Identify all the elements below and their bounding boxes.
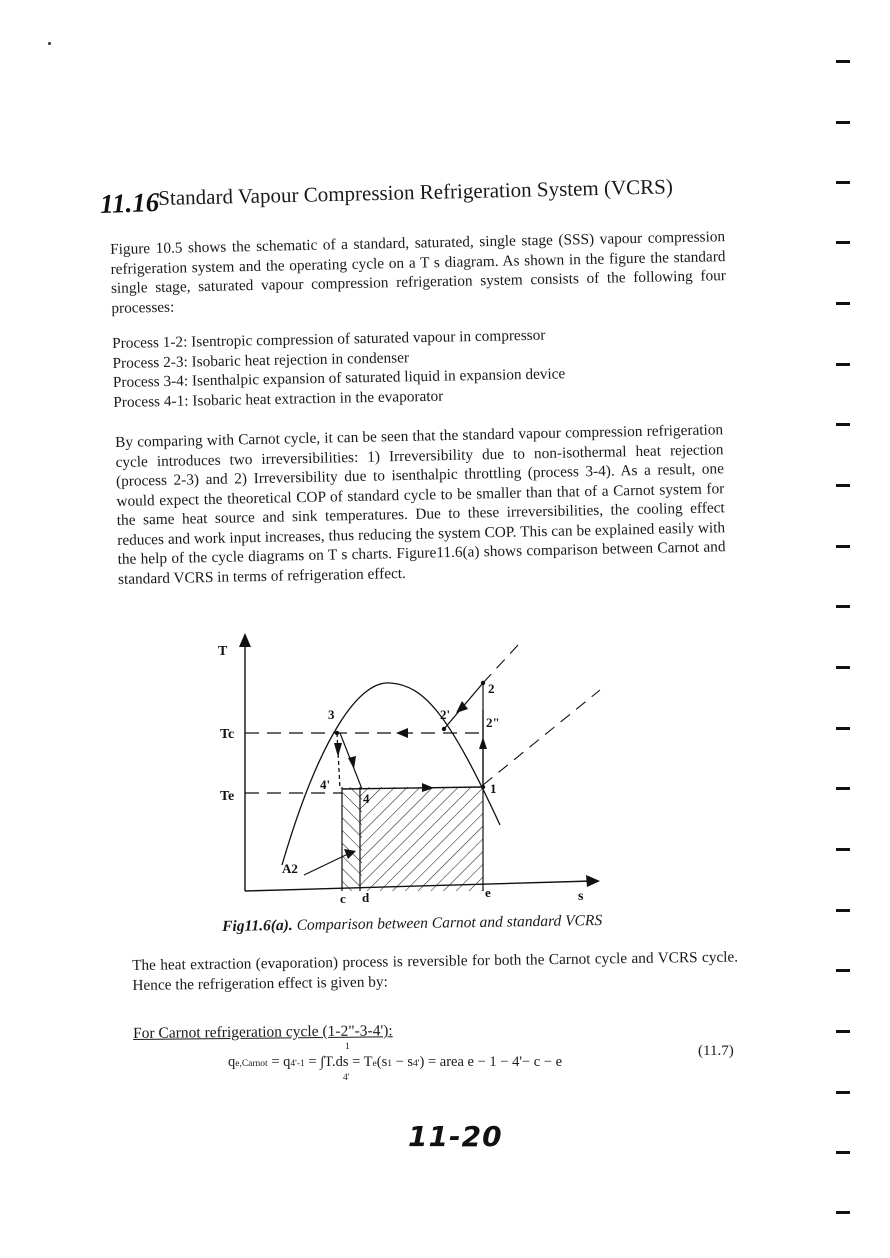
edge-mark xyxy=(836,1151,850,1154)
eq-lhs-sub: e,Carnot xyxy=(235,1059,268,1069)
process-item: Process 2-3: Isobaric heat rejection in condenser xyxy=(112,348,410,372)
area-carnot xyxy=(360,787,483,891)
throttle-arrow xyxy=(348,756,356,769)
x-point-e: e xyxy=(485,885,491,900)
x-point-d: d xyxy=(362,890,370,905)
point-2pp-label: 2" xyxy=(486,715,500,730)
isobar-right xyxy=(483,690,600,785)
scan-speck xyxy=(48,42,51,45)
equation-number: (11.7) xyxy=(698,1043,734,1059)
process-item: Process 3-4: Isenthalpic expansion of saturated liquid in expansion device xyxy=(112,365,566,391)
comparison-text: By comparing with Carnot cycle, it can be seen that the standard vapour compression refrigeration cycle introduces two irreversibilities: 1) Irreversibility due to non-isothermal heat rejection (process 2-3) and 2) Irreversibility due to isenthalpic throttling (process 3-4). As a result, one would expect the theoretical COP of standard cycle to be smaller than that of a Carnot system for the same heat source and sink temperatures. Due to these irreversibilities, the cooling effect reduces and work input increases, thus reducing the system COP. This can be explained easily with the help of the cycle diagrams on T s charts. Figure11.6(a) shows comparison between Carnot and standard VCRS in terms of refrigeration effect. xyxy=(115,421,726,588)
comparison-paragraph xyxy=(115,420,726,589)
section-number: 11.16 xyxy=(99,186,160,220)
evaporation-paragraph xyxy=(132,948,738,995)
point-2-marker xyxy=(481,681,485,685)
section-title: Standard Vapour Compression Refrigeration System (VCRS) xyxy=(158,174,674,210)
x-axis-arrow xyxy=(586,875,600,887)
point-2prime-marker xyxy=(442,727,446,731)
integral-lower: 4' xyxy=(343,1073,350,1083)
process-item: Process 4-1: Isobaric heat extraction in the evaporator xyxy=(113,387,444,411)
integral-upper: 1 xyxy=(345,1042,350,1052)
edge-mark xyxy=(836,1211,850,1214)
edge-mark xyxy=(836,302,850,305)
edge-mark xyxy=(836,121,850,124)
point-1-marker xyxy=(481,785,485,789)
eq-rhs3: ) = area e − 1 − 4'− c − e xyxy=(419,1054,563,1070)
edge-mark xyxy=(836,1091,850,1094)
area-a2-label: A2 xyxy=(282,861,298,876)
intro-paragraph xyxy=(110,227,726,318)
point-4prime-label: 4' xyxy=(320,777,331,792)
intro-text: Figure 10.5 shows the schematic of a standard, saturated, single stage (SSS) vapour compression refrigeration system and the operating cycle on a T s diagram. As shown in the figure the standard single stage, saturated vapour compression refrigeration system consists of the following four processes: xyxy=(110,228,727,317)
eq-mid-sub: 4'-1 xyxy=(290,1059,305,1069)
y-axis-arrow xyxy=(239,633,251,647)
x-point-c: c xyxy=(340,891,346,906)
tc-label: Tc xyxy=(220,727,235,742)
edge-mark xyxy=(836,484,850,487)
edge-mark xyxy=(836,60,850,63)
eq-s1-sub: 1 xyxy=(387,1059,392,1069)
figure-caption-text: Comparison between Carnot and standard VCRS xyxy=(296,912,603,934)
edge-mark xyxy=(836,605,850,608)
point-2-label: 2 xyxy=(488,681,495,696)
eq-mid: = q xyxy=(271,1054,291,1070)
edge-mark xyxy=(836,909,850,912)
eq-lhs: q xyxy=(228,1054,236,1070)
te-label: Te xyxy=(220,789,235,804)
eq-rhs2: (s xyxy=(376,1054,388,1070)
edge-mark xyxy=(836,363,850,366)
page-number: 11-20 xyxy=(408,1120,503,1153)
expansion-arrow xyxy=(334,743,342,757)
area-throttle xyxy=(342,787,362,891)
edge-mark xyxy=(836,666,850,669)
eq-minus: − s xyxy=(391,1054,414,1070)
point-3-label: 3 xyxy=(328,707,335,722)
isobar-upper xyxy=(483,645,518,683)
process-item: Process 1-2: Isentropic compression of saturated vapour in compressor xyxy=(112,326,546,352)
edge-mark xyxy=(836,545,850,548)
edge-mark xyxy=(836,787,850,790)
expansion-3-4prime xyxy=(337,733,340,789)
point-1-label: 1 xyxy=(490,781,497,796)
carnot-subheading: For Carnot refrigeration cycle (1-2"-3-4'): xyxy=(133,1022,393,1042)
axis-t-label: T xyxy=(218,644,228,659)
evaporation-text: The heat extraction (evaporation) process is reversible for both the Carnot cycle and VCRS cycle. Hence the refrigeration effect is given by: xyxy=(132,948,739,994)
axis-s-label: s xyxy=(578,889,584,904)
process-list xyxy=(112,325,566,412)
edge-mark xyxy=(836,1030,850,1033)
figure-caption xyxy=(222,912,602,936)
edge-mark xyxy=(836,423,850,426)
point-3-marker xyxy=(335,731,339,735)
figure-number: Fig11.6(a). xyxy=(222,916,293,935)
equation-main xyxy=(228,1054,562,1071)
ts-diagram xyxy=(200,625,620,910)
eq-s4-sub: 4' xyxy=(413,1059,420,1069)
edge-mark xyxy=(836,848,850,851)
edge-mark xyxy=(836,241,850,244)
edge-mark xyxy=(836,727,850,730)
eq-rhs: = ∫T.ds = T xyxy=(308,1054,373,1070)
eq-rhs-sub: e xyxy=(372,1059,377,1069)
tc-arrow xyxy=(396,728,408,738)
point-4-label: 4 xyxy=(363,791,370,806)
point-2prime-label: 2' xyxy=(440,707,451,722)
edge-mark xyxy=(836,969,850,972)
edge-mark xyxy=(836,181,850,184)
